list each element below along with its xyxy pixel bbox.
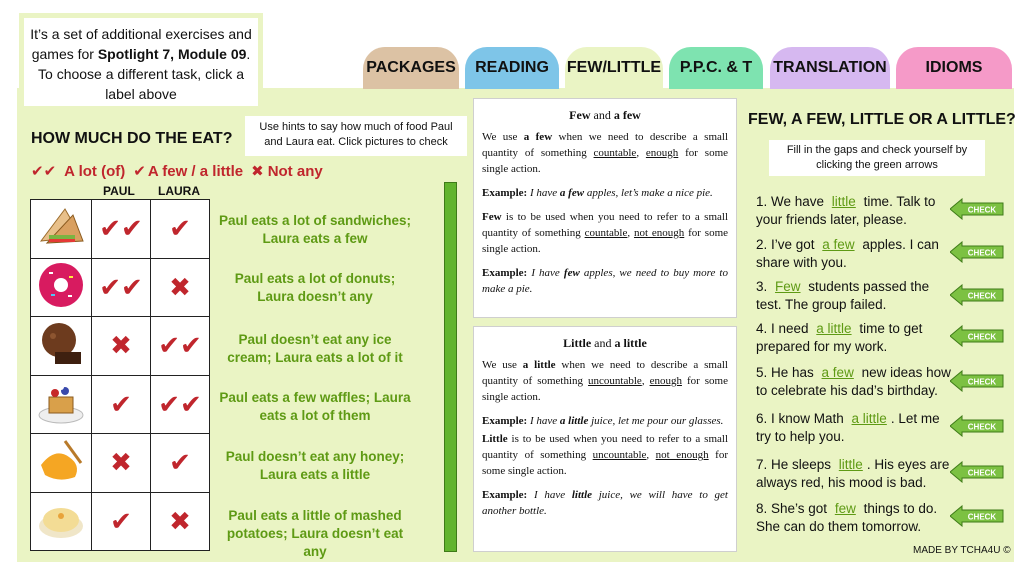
table-row (31, 258, 210, 317)
table-row (31, 492, 210, 551)
check-label: CHECK (967, 291, 997, 301)
cross-icon: ✖ (251, 163, 264, 180)
check-label: CHECK (967, 422, 997, 432)
check-label: CHECK (967, 205, 997, 215)
check-arrow-button[interactable] (950, 241, 1004, 263)
laura-mark: ✔✔ (151, 375, 210, 434)
exercise-7: 7. He sleeps little . His eyes are always red, his mood is bad. (756, 457, 950, 490)
paul-mark: ✔ (92, 375, 151, 434)
check-arrow-button[interactable] (950, 461, 1004, 483)
answer-gap[interactable]: a little (851, 411, 887, 426)
column-paul: PAUL (103, 184, 135, 198)
few-card-p1: We use a few when we need to describe a small quantity of something countable, enough for some single action. (482, 131, 729, 175)
exercise-6: 6. I know Math a little . Let me try to help you. (756, 411, 940, 444)
check-arrow-button[interactable] (950, 198, 1004, 220)
made-by-credit: MADE BY TCHA4U © (913, 545, 1011, 556)
laura-mark: ✔ (151, 200, 210, 259)
answer-gap[interactable]: a few (821, 365, 854, 380)
answer-gap[interactable]: little (838, 457, 863, 472)
answer-gap[interactable]: a little (816, 321, 852, 336)
check-arrow-button[interactable] (950, 284, 1004, 306)
double-check-icon: ✔✔ (31, 163, 57, 180)
sentence-ice-cream: Paul doesn’t eat any ice cream; Laura eats a lot of it (227, 332, 403, 365)
exercise-8: 8. She’s got few things to do. She can do them tomorrow. (756, 501, 938, 534)
answer-gap[interactable]: a few (822, 237, 855, 252)
check-label: CHECK (967, 332, 997, 342)
laura-mark: ✔✔ (151, 317, 210, 376)
table-row (31, 375, 210, 434)
sentence-mashed-potatoes: Paul eats a little of mashed potatoes; Laura doesn’t eat any (226, 508, 404, 559)
food-table (30, 199, 210, 551)
answer-gap[interactable]: little (831, 194, 856, 209)
tab-reading[interactable]: READING (465, 47, 559, 89)
divider-bar (444, 182, 457, 552)
check-label: CHECK (967, 377, 997, 387)
sentence-sandwiches: Paul eats a lot of sandwiches; Laura eats a few (218, 213, 412, 246)
waffles-icon[interactable] (31, 375, 92, 434)
honey-icon[interactable] (31, 434, 92, 493)
check-label: CHECK (967, 248, 997, 258)
little-card-example1: Example: I have a little juice, let me pour our glasses. (482, 415, 724, 427)
exercise-4: 4. I need a little time to get prepared for my work. (756, 321, 923, 354)
answer-gap[interactable]: Few (775, 279, 801, 294)
intro-text-end: . To choose a different task, click a label above (38, 46, 251, 102)
paul-mark: ✔✔ (92, 258, 151, 317)
intro-module: Spotlight 7, Module 09 (97, 46, 247, 62)
laura-mark: ✖ (151, 258, 210, 317)
answer-gap[interactable]: few (834, 501, 856, 516)
little-card-p1: We use a little when we need to describe a small quantity of something uncountable, enough for some single action. (482, 359, 728, 403)
check-arrow-button[interactable] (950, 325, 1004, 347)
tab-idioms[interactable]: IDIOMS (896, 47, 1012, 89)
paul-mark: ✔✔ (92, 200, 151, 259)
legend-lot: A lot (of) (64, 162, 126, 180)
right-title: FEW, A FEW, LITTLE OR A LITTLE? (748, 111, 1016, 128)
few-card-example2: Example: I have few apples, we need to buy more to make a pie. (482, 267, 728, 295)
exercise-5: 5. He has a few new ideas how to celebrate his dad’s birthday. (756, 365, 951, 398)
table-row (31, 317, 210, 376)
tab-packages[interactable]: PACKAGES (363, 47, 459, 89)
legend-few: A few / a little (147, 162, 244, 180)
mashed-potatoes-icon[interactable] (31, 492, 92, 551)
exercise-3: 3. Few students passed the test. The group failed. (756, 279, 930, 312)
right-hint: Fill in the gaps and check yourself by clicking the green arrows (769, 140, 985, 176)
little-card (473, 326, 737, 552)
laura-mark: ✔ (151, 434, 210, 493)
sentence-waffles: Paul eats a few waffles; Laura eats a lot of them (219, 390, 411, 423)
paul-mark: ✔ (92, 492, 151, 551)
little-card-example2: Example: I have little juice, we will have to get another bottle. (482, 489, 728, 517)
sandwiches-icon[interactable] (31, 200, 92, 259)
tab-ppc-t[interactable]: P.P.C. & T (669, 47, 763, 89)
left-hint: Use hints to say how much of food Paul and Laura eat. Click pictures to check (245, 116, 467, 156)
ice-cream-icon[interactable] (31, 317, 92, 376)
little-card-p2: Little is to be used when you need to refer to a small quantity of something uncountable, not enough for some single action. (482, 433, 728, 477)
sentence-honey: Paul doesn’t eat any honey; Laura eats a little (225, 449, 405, 482)
check-arrow-button[interactable] (950, 370, 1004, 392)
check-label: CHECK (967, 512, 997, 522)
tab-translation[interactable]: TRANSLATION (770, 47, 890, 89)
donut-icon[interactable] (31, 258, 92, 317)
check-icon: ✔ (133, 163, 146, 180)
few-card-p2: Few is to be used when you need to refer to a small quantity of something countable, not enough for some single action. (482, 211, 729, 255)
table-row (31, 200, 210, 259)
few-card-title: Few and a few (569, 108, 641, 122)
legend-none: Not any (267, 162, 323, 180)
little-card-title: Little and a little (563, 336, 647, 350)
column-laura: LAURA (158, 184, 200, 198)
exercise-2: 2. I’ve got a few apples. I can share with you. (756, 237, 939, 270)
table-row (31, 434, 210, 493)
intro-box (19, 13, 263, 111)
exercise-1: 1. We have little time. Talk to your friends later, please. (756, 194, 936, 227)
tab-few-little[interactable]: FEW/LITTLE (565, 47, 663, 89)
check-label: CHECK (967, 468, 997, 478)
check-arrow-button[interactable] (950, 415, 1004, 437)
paul-mark: ✖ (92, 434, 151, 493)
laura-mark: ✖ (151, 492, 210, 551)
paul-mark: ✖ (92, 317, 151, 376)
few-card (473, 98, 737, 318)
legend (31, 162, 331, 180)
intro-text: It’s a set of additional exercises and games for (30, 26, 252, 62)
few-card-example1: Example: I have a few apples, let’s make a nice pie. (482, 187, 713, 199)
left-title: HOW MUCH DO THE EAT? (31, 130, 233, 147)
check-arrow-button[interactable] (950, 505, 1004, 527)
sentence-donuts: Paul eats a lot of donuts; Laura doesn’t any (234, 271, 396, 304)
